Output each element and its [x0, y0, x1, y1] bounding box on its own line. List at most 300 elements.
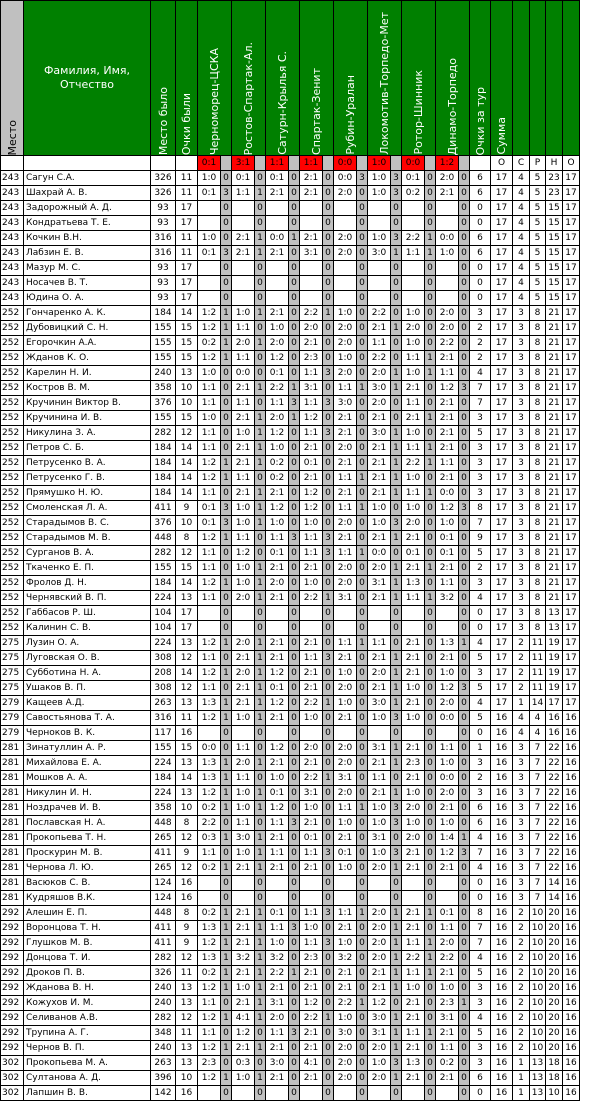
- forecast-cell[interactable]: 1:0: [232, 426, 255, 441]
- forecast-points-cell[interactable]: 0: [323, 876, 334, 891]
- forecast-cell[interactable]: 1:0: [334, 666, 357, 681]
- tour-points-cell[interactable]: 3: [470, 666, 491, 681]
- result-spacer[interactable]: [323, 156, 334, 171]
- forecast-points-cell[interactable]: 0: [289, 591, 300, 606]
- forecast-cell[interactable]: 2:3: [300, 351, 323, 366]
- stat-cell[interactable]: 5: [530, 201, 546, 216]
- forecast-points-cell[interactable]: 3: [323, 906, 334, 921]
- sum-cell[interactable]: 16: [491, 1026, 513, 1041]
- forecast-points-cell[interactable]: 0: [391, 306, 402, 321]
- place-cell[interactable]: 252: [1, 381, 24, 396]
- result-spacer[interactable]: [459, 156, 470, 171]
- name-cell[interactable]: Петров С. Б.: [24, 441, 151, 456]
- prev-points-cell[interactable]: 17: [176, 621, 198, 636]
- forecast-points-cell[interactable]: 0: [391, 411, 402, 426]
- forecast-points-cell[interactable]: 1: [391, 786, 402, 801]
- stat-cell[interactable]: 5: [530, 216, 546, 231]
- forecast-points-cell[interactable]: 1: [425, 456, 436, 471]
- forecast-cell[interactable]: 1:0: [232, 576, 255, 591]
- sum-cell[interactable]: 16: [491, 756, 513, 771]
- forecast-cell[interactable]: 1:2: [198, 576, 221, 591]
- forecast-points-cell[interactable]: 1: [255, 411, 266, 426]
- forecast-cell[interactable]: 2:1: [232, 906, 255, 921]
- forecast-points-cell[interactable]: 0: [289, 951, 300, 966]
- forecast-cell[interactable]: 2:1: [266, 651, 289, 666]
- sum-cell[interactable]: 17: [491, 336, 513, 351]
- forecast-points-cell[interactable]: 0: [289, 1086, 300, 1101]
- forecast-cell[interactable]: 2:2: [402, 231, 425, 246]
- forecast-points-cell[interactable]: 0: [459, 756, 470, 771]
- forecast-points-cell[interactable]: 1: [255, 561, 266, 576]
- place-cell[interactable]: 302: [1, 1056, 24, 1071]
- stat-cell[interactable]: 17: [563, 261, 580, 276]
- forecast-cell[interactable]: 1:0: [334, 1011, 357, 1026]
- forecast-points-cell[interactable]: 0: [357, 771, 368, 786]
- stat-cell[interactable]: 2: [513, 921, 530, 936]
- forecast-points-cell[interactable]: 0: [323, 276, 334, 291]
- stat-cell[interactable]: 4: [513, 186, 530, 201]
- forecast-cell[interactable]: 0:1: [198, 501, 221, 516]
- forecast-cell[interactable]: 1:0: [300, 801, 323, 816]
- forecast-points-cell[interactable]: 1: [323, 591, 334, 606]
- forecast-cell[interactable]: [436, 891, 459, 906]
- name-cell[interactable]: Чернов В. П.: [24, 1041, 151, 1056]
- forecast-points-cell[interactable]: 0: [357, 741, 368, 756]
- forecast-points-cell[interactable]: 0: [459, 231, 470, 246]
- prev-points-cell[interactable]: 16: [176, 891, 198, 906]
- stat-cell[interactable]: 7: [530, 861, 546, 876]
- tour-points-cell[interactable]: 6: [470, 186, 491, 201]
- forecast-points-cell[interactable]: 0: [357, 876, 368, 891]
- stat-cell[interactable]: 2: [513, 1026, 530, 1041]
- forecast-points-cell[interactable]: 1: [391, 366, 402, 381]
- forecast-points-cell[interactable]: 1: [255, 861, 266, 876]
- stat-cell[interactable]: 16: [563, 951, 580, 966]
- forecast-cell[interactable]: 2:1: [402, 1041, 425, 1056]
- forecast-cell[interactable]: [198, 621, 221, 636]
- forecast-cell[interactable]: 1:1: [402, 486, 425, 501]
- stat-cell[interactable]: 17: [563, 321, 580, 336]
- forecast-points-cell[interactable]: 0: [289, 606, 300, 621]
- forecast-points-cell[interactable]: 0: [357, 456, 368, 471]
- forecast-points-cell[interactable]: 0: [459, 1086, 470, 1101]
- place-cell[interactable]: 281: [1, 891, 24, 906]
- forecast-cell[interactable]: [198, 891, 221, 906]
- stat-cell[interactable]: 15: [546, 261, 563, 276]
- prev-points-cell[interactable]: 12: [176, 651, 198, 666]
- forecast-cell[interactable]: [232, 1086, 255, 1101]
- forecast-points-cell[interactable]: 0: [425, 681, 436, 696]
- name-cell[interactable]: Карелин Н. И.: [24, 366, 151, 381]
- forecast-cell[interactable]: 2:0: [368, 936, 391, 951]
- prev-place-cell[interactable]: 263: [151, 696, 176, 711]
- forecast-cell[interactable]: 1:3: [402, 1056, 425, 1071]
- place-cell[interactable]: 292: [1, 1026, 24, 1041]
- forecast-cell[interactable]: 1:2: [198, 636, 221, 651]
- stat-cell[interactable]: 17: [563, 426, 580, 441]
- tour-points-cell[interactable]: 6: [470, 816, 491, 831]
- forecast-cell[interactable]: 2:0: [232, 756, 255, 771]
- forecast-points-cell[interactable]: 0: [425, 756, 436, 771]
- place-cell[interactable]: 302: [1, 1086, 24, 1101]
- name-cell[interactable]: Пославская Н. А.: [24, 816, 151, 831]
- place-cell[interactable]: 275: [1, 651, 24, 666]
- stat-cell[interactable]: 8: [530, 471, 546, 486]
- forecast-cell[interactable]: 1:0: [334, 936, 357, 951]
- stat-cell[interactable]: 21: [546, 531, 563, 546]
- forecast-cell[interactable]: 1:2: [266, 501, 289, 516]
- forecast-cell[interactable]: [402, 216, 425, 231]
- prev-points-cell[interactable]: 9: [176, 846, 198, 861]
- forecast-points-cell[interactable]: 0: [425, 426, 436, 441]
- forecast-points-cell[interactable]: 0: [323, 501, 334, 516]
- prev-points-cell[interactable]: 13: [176, 1056, 198, 1071]
- forecast-cell[interactable]: 2:1: [368, 321, 391, 336]
- forecast-points-cell[interactable]: 0: [255, 351, 266, 366]
- stat-cell[interactable]: 8: [530, 486, 546, 501]
- sum-cell[interactable]: 17: [491, 681, 513, 696]
- name-cell[interactable]: Сагун С.А.: [24, 171, 151, 186]
- forecast-points-cell[interactable]: 1: [391, 1071, 402, 1086]
- place-cell[interactable]: 243: [1, 276, 24, 291]
- stat-cell[interactable]: 17: [563, 306, 580, 321]
- header-blank-2[interactable]: [530, 1, 546, 156]
- stat-cell[interactable]: 8: [530, 531, 546, 546]
- prev-place-cell[interactable]: 448: [151, 531, 176, 546]
- stat-cell[interactable]: 16: [563, 876, 580, 891]
- tour-points-cell[interactable]: 0: [470, 261, 491, 276]
- forecast-cell[interactable]: 1:1: [232, 351, 255, 366]
- forecast-cell[interactable]: [368, 276, 391, 291]
- prev-points-cell[interactable]: 14: [176, 471, 198, 486]
- forecast-points-cell[interactable]: 0: [425, 546, 436, 561]
- forecast-points-cell[interactable]: 1: [255, 501, 266, 516]
- forecast-cell[interactable]: 2:1: [368, 591, 391, 606]
- forecast-cell[interactable]: 2:0: [334, 1056, 357, 1071]
- forecast-points-cell[interactable]: 0: [289, 741, 300, 756]
- forecast-points-cell[interactable]: 0: [255, 1026, 266, 1041]
- prev-points-cell[interactable]: 12: [176, 831, 198, 846]
- forecast-points-cell[interactable]: 0: [459, 1071, 470, 1086]
- forecast-points-cell[interactable]: 1: [255, 831, 266, 846]
- forecast-cell[interactable]: 1:1: [232, 771, 255, 786]
- forecast-cell[interactable]: [198, 876, 221, 891]
- sum-cell[interactable]: 17: [491, 606, 513, 621]
- tour-points-cell[interactable]: 0: [470, 216, 491, 231]
- forecast-cell[interactable]: 3:2: [232, 951, 255, 966]
- forecast-points-cell[interactable]: 0: [425, 1056, 436, 1071]
- forecast-points-cell[interactable]: 0: [221, 681, 232, 696]
- stat-cell[interactable]: 21: [546, 381, 563, 396]
- forecast-points-cell[interactable]: 0: [323, 576, 334, 591]
- forecast-points-cell[interactable]: 0: [357, 1071, 368, 1086]
- forecast-cell[interactable]: [368, 261, 391, 276]
- sum-cell[interactable]: 16: [491, 831, 513, 846]
- forecast-cell[interactable]: 2:0: [300, 321, 323, 336]
- forecast-cell[interactable]: [300, 606, 323, 621]
- tour-points-cell[interactable]: 3: [470, 1056, 491, 1071]
- forecast-points-cell[interactable]: 1: [221, 801, 232, 816]
- forecast-points-cell[interactable]: 0: [425, 846, 436, 861]
- sum-cell[interactable]: 16: [491, 861, 513, 876]
- forecast-points-cell[interactable]: 0: [459, 861, 470, 876]
- sum-cell[interactable]: 17: [491, 486, 513, 501]
- forecast-cell[interactable]: 1:0: [368, 846, 391, 861]
- forecast-cell[interactable]: 2:2: [300, 1011, 323, 1026]
- stat-cell[interactable]: 16: [563, 891, 580, 906]
- forecast-points-cell[interactable]: 0: [459, 171, 470, 186]
- name-cell[interactable]: Султанова А. Д.: [24, 1071, 151, 1086]
- forecast-cell[interactable]: 1:3: [402, 576, 425, 591]
- forecast-cell[interactable]: 0:2: [436, 1056, 459, 1071]
- header-ochki-za-tur[interactable]: [470, 1, 491, 156]
- prev-place-cell[interactable]: 282: [151, 951, 176, 966]
- forecast-cell[interactable]: 1:2: [232, 1026, 255, 1041]
- forecast-points-cell[interactable]: 1: [255, 1041, 266, 1056]
- stat-cell[interactable]: 10: [530, 1041, 546, 1056]
- forecast-cell[interactable]: 2:1: [266, 756, 289, 771]
- forecast-cell[interactable]: [266, 216, 289, 231]
- forecast-points-cell[interactable]: 1: [255, 381, 266, 396]
- place-cell[interactable]: 243: [1, 171, 24, 186]
- forecast-cell[interactable]: 1:0: [334, 351, 357, 366]
- forecast-cell[interactable]: 1:2: [198, 711, 221, 726]
- name-cell[interactable]: Кондратьева Т. Е.: [24, 216, 151, 231]
- forecast-cell[interactable]: 2:1: [266, 591, 289, 606]
- place-cell[interactable]: 252: [1, 621, 24, 636]
- stat-cell[interactable]: 8: [530, 561, 546, 576]
- forecast-cell[interactable]: 1:1: [334, 471, 357, 486]
- stat-cell[interactable]: 20: [546, 1041, 563, 1056]
- forecast-cell[interactable]: [198, 726, 221, 741]
- forecast-points-cell[interactable]: 0: [459, 621, 470, 636]
- sum-cell[interactable]: 16: [491, 786, 513, 801]
- sum-cell[interactable]: 17: [491, 696, 513, 711]
- forecast-points-cell[interactable]: 1: [425, 951, 436, 966]
- tour-points-cell[interactable]: 9: [470, 531, 491, 546]
- forecast-points-cell[interactable]: 0: [221, 261, 232, 276]
- match-result-6[interactable]: 1:0: [368, 156, 391, 171]
- stat-cell[interactable]: 17: [563, 216, 580, 231]
- forecast-points-cell[interactable]: 0: [357, 291, 368, 306]
- forecast-points-cell[interactable]: 0: [391, 831, 402, 846]
- forecast-cell[interactable]: 2:1: [266, 246, 289, 261]
- forecast-points-cell[interactable]: 0: [221, 426, 232, 441]
- forecast-points-cell[interactable]: 0: [323, 891, 334, 906]
- forecast-cell[interactable]: 1:2: [198, 1011, 221, 1026]
- forecast-points-cell[interactable]: 1: [391, 1026, 402, 1041]
- forecast-points-cell[interactable]: 0: [221, 366, 232, 381]
- stat-cell[interactable]: 3: [513, 846, 530, 861]
- forecast-points-cell[interactable]: 0: [425, 261, 436, 276]
- forecast-points-cell[interactable]: 1: [391, 921, 402, 936]
- tour-points-cell[interactable]: 5: [470, 711, 491, 726]
- place-cell[interactable]: 252: [1, 456, 24, 471]
- prev-points-cell[interactable]: 15: [176, 411, 198, 426]
- forecast-points-cell[interactable]: 0: [323, 291, 334, 306]
- tour-points-cell[interactable]: 3: [470, 306, 491, 321]
- forecast-cell[interactable]: 1:2: [198, 981, 221, 996]
- forecast-cell[interactable]: 1:1: [402, 351, 425, 366]
- stat-cell[interactable]: 10: [530, 996, 546, 1011]
- forecast-cell[interactable]: [334, 891, 357, 906]
- forecast-points-cell[interactable]: 0: [255, 291, 266, 306]
- forecast-cell[interactable]: 2:1: [266, 861, 289, 876]
- forecast-points-cell[interactable]: 3: [391, 231, 402, 246]
- stat-cell[interactable]: 17: [563, 651, 580, 666]
- forecast-points-cell[interactable]: 1: [255, 711, 266, 726]
- forecast-cell[interactable]: 2:0: [334, 366, 357, 381]
- stat-cell[interactable]: 21: [546, 501, 563, 516]
- forecast-cell[interactable]: 1:2: [300, 411, 323, 426]
- forecast-cell[interactable]: 1:1: [266, 531, 289, 546]
- forecast-cell[interactable]: 1:0: [402, 711, 425, 726]
- sum-cell[interactable]: 17: [491, 441, 513, 456]
- stat-cell[interactable]: 16: [563, 756, 580, 771]
- forecast-cell[interactable]: 2:0: [368, 366, 391, 381]
- forecast-points-cell[interactable]: 0: [357, 186, 368, 201]
- forecast-points-cell[interactable]: 1: [255, 306, 266, 321]
- forecast-cell[interactable]: [436, 606, 459, 621]
- name-cell[interactable]: Кащеев А.Д.: [24, 696, 151, 711]
- forecast-points-cell[interactable]: 1: [391, 936, 402, 951]
- stat-label-o2[interactable]: О: [563, 156, 580, 171]
- forecast-points-cell[interactable]: 1: [255, 336, 266, 351]
- forecast-points-cell[interactable]: 0: [323, 741, 334, 756]
- forecast-points-cell[interactable]: 0: [323, 816, 334, 831]
- forecast-cell[interactable]: 2:1: [402, 381, 425, 396]
- forecast-points-cell[interactable]: 0: [323, 1056, 334, 1071]
- forecast-points-cell[interactable]: 0: [357, 621, 368, 636]
- stat-cell[interactable]: 3: [513, 876, 530, 891]
- forecast-cell[interactable]: 1:0: [402, 981, 425, 996]
- prev-points-cell[interactable]: 14: [176, 441, 198, 456]
- forecast-points-cell[interactable]: 0: [289, 1041, 300, 1056]
- tour-points-cell[interactable]: 6: [470, 801, 491, 816]
- prev-points-cell[interactable]: 11: [176, 246, 198, 261]
- forecast-cell[interactable]: 1:2: [198, 1041, 221, 1056]
- forecast-points-cell[interactable]: 1: [221, 576, 232, 591]
- forecast-cell[interactable]: 2:1: [300, 756, 323, 771]
- forecast-cell[interactable]: 1:3: [198, 756, 221, 771]
- prev-points-cell[interactable]: 12: [176, 951, 198, 966]
- sum-cell[interactable]: 17: [491, 576, 513, 591]
- forecast-cell[interactable]: 1:2: [198, 531, 221, 546]
- forecast-cell[interactable]: 2:1: [266, 1071, 289, 1086]
- forecast-cell[interactable]: 2:1: [266, 981, 289, 996]
- forecast-points-cell[interactable]: 0: [221, 846, 232, 861]
- forecast-cell[interactable]: 1:1: [300, 366, 323, 381]
- tour-points-cell[interactable]: 4: [470, 1011, 491, 1026]
- forecast-cell[interactable]: 2:0: [436, 936, 459, 951]
- tour-points-cell[interactable]: 3: [470, 576, 491, 591]
- place-cell[interactable]: 292: [1, 921, 24, 936]
- place-cell[interactable]: 281: [1, 801, 24, 816]
- forecast-cell[interactable]: 2:1: [402, 531, 425, 546]
- forecast-cell[interactable]: 1:0: [402, 681, 425, 696]
- forecast-points-cell[interactable]: 0: [357, 831, 368, 846]
- forecast-points-cell[interactable]: 3: [323, 651, 334, 666]
- stat-cell[interactable]: 10: [530, 951, 546, 966]
- prev-points-cell[interactable]: 14: [176, 306, 198, 321]
- forecast-points-cell[interactable]: 0: [391, 351, 402, 366]
- stat-cell[interactable]: 3: [513, 516, 530, 531]
- place-cell[interactable]: 252: [1, 426, 24, 441]
- forecast-cell[interactable]: 1:1: [198, 381, 221, 396]
- forecast-cell[interactable]: 2:1: [368, 456, 391, 471]
- prev-place-cell[interactable]: 240: [151, 981, 176, 996]
- forecast-points-cell[interactable]: 0: [391, 276, 402, 291]
- forecast-points-cell[interactable]: 0: [459, 516, 470, 531]
- name-cell[interactable]: Кожухов И. М.: [24, 996, 151, 1011]
- name-cell[interactable]: Задорожный А. Д.: [24, 201, 151, 216]
- forecast-cell[interactable]: 1:1: [300, 906, 323, 921]
- forecast-cell[interactable]: 2:0: [334, 741, 357, 756]
- prev-place-cell[interactable]: 184: [151, 306, 176, 321]
- forecast-cell[interactable]: 2:0: [368, 921, 391, 936]
- forecast-points-cell[interactable]: 1: [391, 246, 402, 261]
- forecast-points-cell[interactable]: 0: [425, 711, 436, 726]
- forecast-cell[interactable]: 2:1: [300, 666, 323, 681]
- forecast-cell[interactable]: [402, 621, 425, 636]
- forecast-cell[interactable]: [368, 621, 391, 636]
- forecast-points-cell[interactable]: 0: [459, 276, 470, 291]
- stat-cell[interactable]: 4: [513, 246, 530, 261]
- forecast-points-cell[interactable]: 1: [357, 636, 368, 651]
- forecast-cell[interactable]: 1:0: [300, 576, 323, 591]
- forecast-cell[interactable]: 3:0: [368, 246, 391, 261]
- forecast-cell[interactable]: [300, 891, 323, 906]
- forecast-cell[interactable]: 1:1: [198, 1026, 221, 1041]
- sum-cell[interactable]: 17: [491, 216, 513, 231]
- prev-place-cell[interactable]: 282: [151, 546, 176, 561]
- name-cell[interactable]: Дроков П. В.: [24, 966, 151, 981]
- forecast-cell[interactable]: 0:0: [334, 171, 357, 186]
- forecast-points-cell[interactable]: 1: [391, 861, 402, 876]
- forecast-cell[interactable]: 1:1: [266, 921, 289, 936]
- prev-points-cell[interactable]: 12: [176, 426, 198, 441]
- stat-cell[interactable]: 22: [546, 861, 563, 876]
- forecast-points-cell[interactable]: 1: [221, 1071, 232, 1086]
- forecast-cell[interactable]: 1:2: [266, 801, 289, 816]
- forecast-cell[interactable]: 1:0: [334, 816, 357, 831]
- forecast-cell[interactable]: 2:0: [436, 321, 459, 336]
- forecast-cell[interactable]: 2:1: [300, 336, 323, 351]
- forecast-cell[interactable]: 1:1: [266, 396, 289, 411]
- forecast-points-cell[interactable]: 0: [425, 321, 436, 336]
- stat-cell[interactable]: 8: [530, 606, 546, 621]
- forecast-points-cell[interactable]: 1: [255, 516, 266, 531]
- forecast-cell[interactable]: 0:1: [266, 906, 289, 921]
- sum-cell[interactable]: 16: [491, 891, 513, 906]
- stat-cell[interactable]: 21: [546, 546, 563, 561]
- forecast-points-cell[interactable]: 0: [255, 891, 266, 906]
- forecast-points-cell[interactable]: 0: [357, 786, 368, 801]
- forecast-cell[interactable]: 1:1: [334, 381, 357, 396]
- sum-cell[interactable]: 17: [491, 231, 513, 246]
- sum-cell[interactable]: 16: [491, 1041, 513, 1056]
- prev-place-cell[interactable]: 224: [151, 591, 176, 606]
- forecast-points-cell[interactable]: 1: [221, 921, 232, 936]
- forecast-points-cell[interactable]: 1: [391, 651, 402, 666]
- forecast-cell[interactable]: 2:1: [436, 966, 459, 981]
- forecast-points-cell[interactable]: 0: [357, 921, 368, 936]
- stat-cell[interactable]: 3: [513, 861, 530, 876]
- tour-points-cell[interactable]: 0: [470, 1086, 491, 1101]
- forecast-points-cell[interactable]: 1: [289, 411, 300, 426]
- forecast-points-cell[interactable]: 0: [323, 666, 334, 681]
- forecast-points-cell[interactable]: 0: [289, 366, 300, 381]
